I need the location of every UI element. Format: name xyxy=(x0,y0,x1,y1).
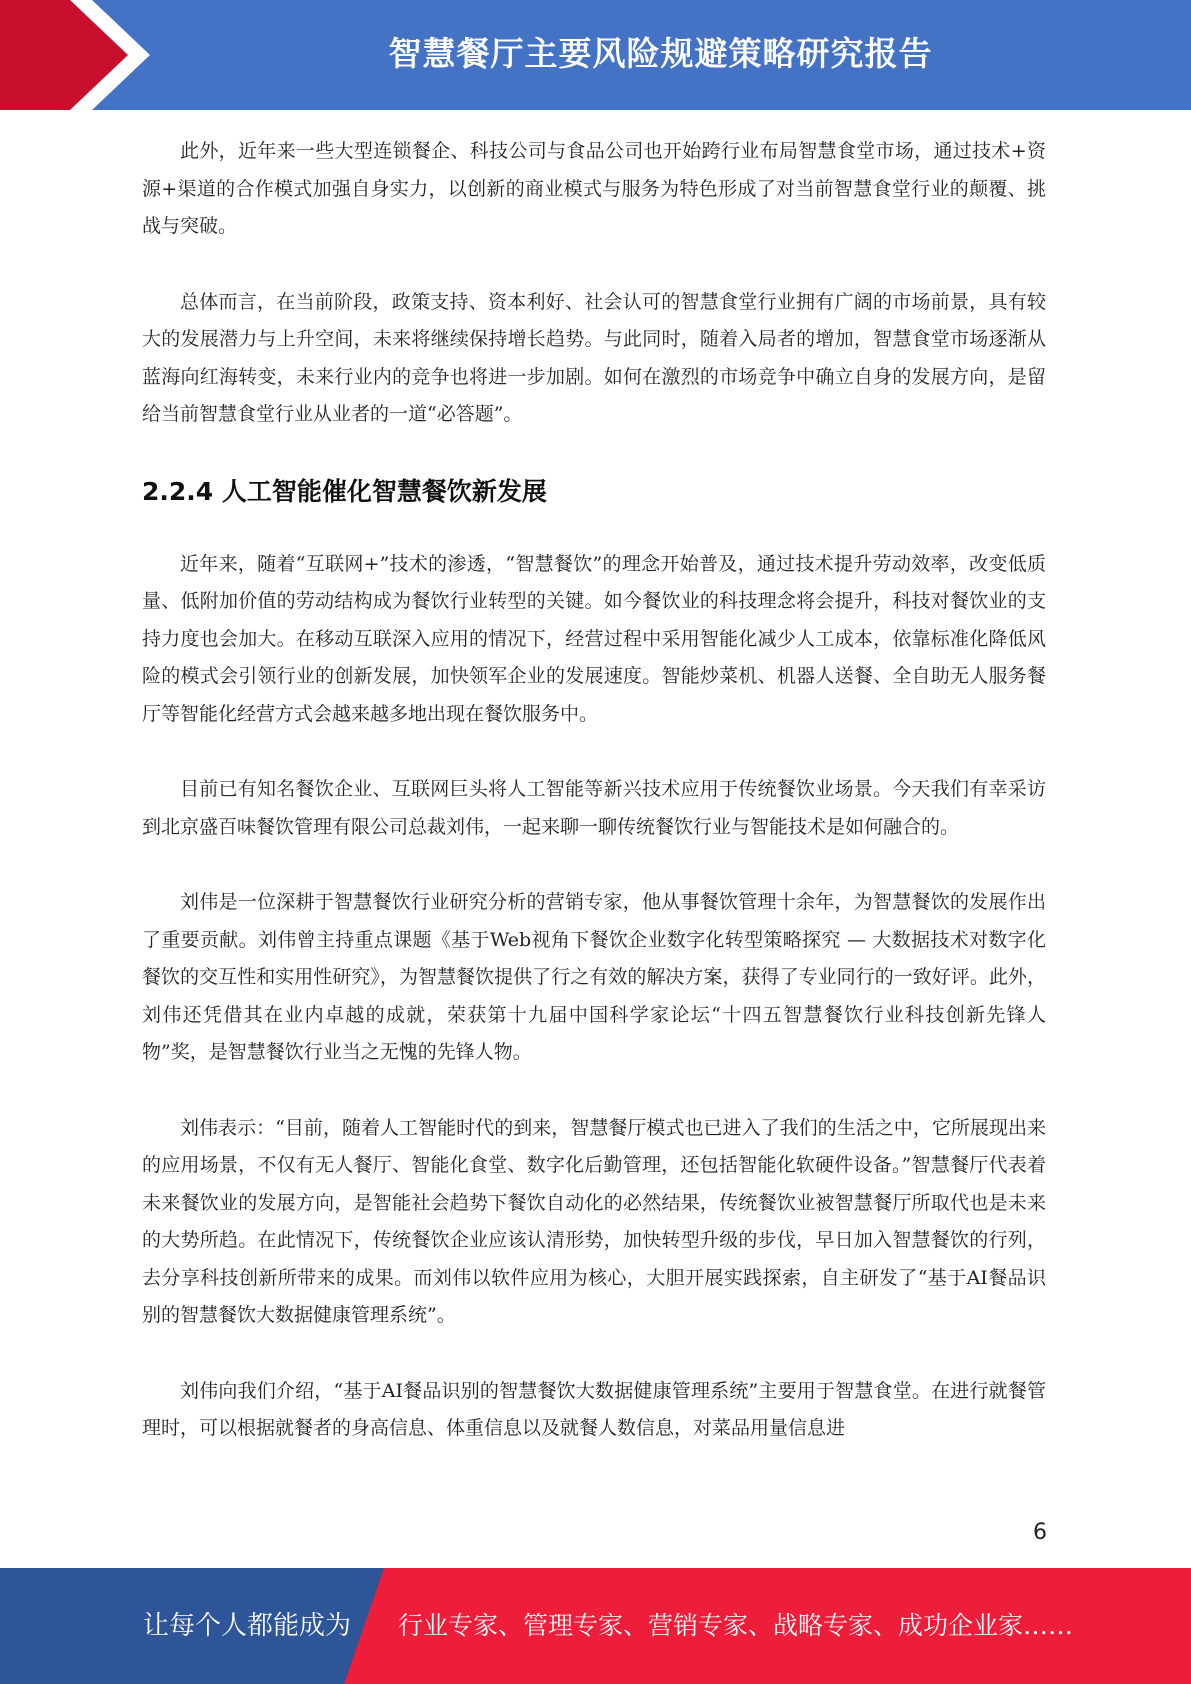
paragraph-1: 此外，近年来一些大型连锁餐企、科技公司与食品公司也开始跨行业布局智慧食堂市场，通过技术+资源+渠道的合作模式加强自身实力，以创新的商业模式与服务为特色形成了对当前智慧食堂行业的颠覆、挑战与突破。 xyxy=(142,140,1046,237)
page-body xyxy=(142,133,1046,1486)
paragraph-4: 目前已有知名餐饮企业、互联网巨头将人工智能等新兴技术应用于传统餐饮业场景。今天我们有幸采访到北京盛百味餐饮管理有限公司总裁刘伟，一起来聊一聊传统餐饮行业与智能技术是如何融合的。 xyxy=(142,778,1046,838)
paragraph-7: 刘伟向我们介绍，“基于AI餐品识别的智慧餐饮大数据健康管理系统”主要用于智慧食堂。在进行就餐管理时，可以根据就餐者的身高信息、体重信息以及就餐人数信息，对菜品用量信息进 xyxy=(142,1379,1046,1439)
section-heading: 2.2.4 人工智能催化智慧餐饮新发展 xyxy=(142,476,547,506)
footer-slogan: 让每个人都能成为 xyxy=(143,1611,352,1641)
footer-roles: 行业专家、管理专家、营销专家、战略专家、成功企业家…… xyxy=(398,1611,1074,1640)
paragraph-5: 刘伟是一位深耕于智慧餐饮行业研究分析的营销专家，他从事餐饮管理十余年，为智慧餐饮的发展作出了重要贡献。刘伟曾主持重点课题《基于Web视角下餐饮企业数字化转型策略探究 — 大数据技术对数字化餐饮的交互性和实用性研究》，为智慧餐饮提供了行之有效的解决方案，获得了专业同行的一致好评。此外，刘伟还凭借其在业内卓越的成就，荣获第十九届中国科学家论坛“十四五智慧餐饮行业科技创新先锋人物”奖，是智慧餐饮行业当之无愧的先锋人物。 xyxy=(142,891,1046,1063)
page-header xyxy=(0,0,1191,110)
paragraph-3: 近年来，随着“互联网+”技术的渗透，“智慧餐饮”的理念开始普及，通过技术提升劳动效率，改变低质量、低附加价值的劳动结构成为餐饮行业转型的关键。如今餐饮业的科技理念将会提升，科技对餐饮业的支持力度也会加大。在移动互联深入应用的情况下，经营过程中采用智能化减少人工成本，依靠标准化降低风险的模式会引领行业的创新发展，加快领军企业的发展速度。智能炒菜机、机器人送餐、全自助无人服务餐厅等智能化经营方式会越来越多地出现在餐饮服务中。 xyxy=(142,552,1046,725)
paragraph-2: 总体而言，在当前阶段，政策支持、资本利好、社会认可的智慧食堂行业拥有广阔的市场前景，具有较大的发展潜力与上升空间，未来将继续保持增长趋势。与此同时，随着入局者的增加，智慧食堂市场逐渐从蓝海向红海转变，未来行业内的竞争也将进一步加剧。如何在激烈的市场竞争中确立自身的发展方向，是留给当前智慧食堂行业从业者的一道“必答题”。 xyxy=(142,290,1046,425)
page-number: 6 xyxy=(1033,1520,1047,1545)
document-title: 智慧餐厅主要风险规避策略研究报告 xyxy=(388,34,933,73)
page-footer xyxy=(0,1568,1191,1684)
paragraph-6: 刘伟表示：“目前，随着人工智能时代的到来，智慧餐厅模式也已进入了我们的生活之中，它所展现出来的应用场景，不仅有无人餐厅、智能化食堂、数字化后勤管理，还包括智能化软硬件设备。”智慧餐厅代表着未来餐饮业的发展方向，是智能社会趋势下餐饮自动化的必然结果，传统餐饮业被智慧餐厅所取代也是未来的大势所趋。在此情况下，传统餐饮企业应该认清形势，加快转型升级的步伐，早日加入智慧餐饮的行列，去分享科技创新所带来的成果。而刘伟以软件应用为核心，大胆开展实践探索，自主研发了“基于AI餐品识别的智慧餐饮大数据健康管理系统”。 xyxy=(142,1116,1046,1326)
